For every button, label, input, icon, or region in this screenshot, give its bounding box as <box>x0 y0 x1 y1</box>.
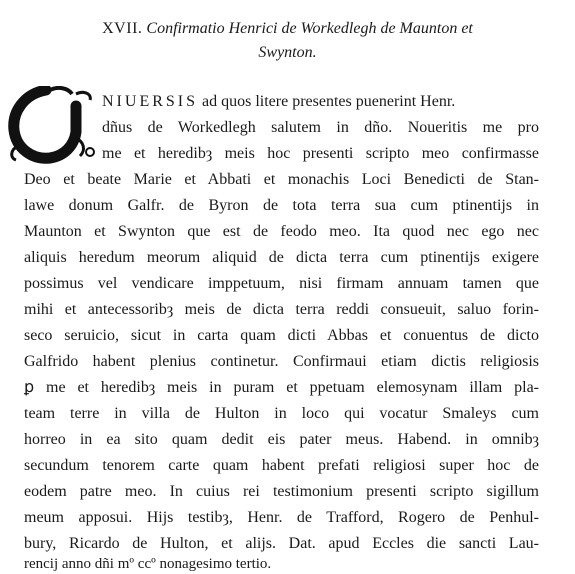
body-line-5: lawe donum Galfr. de Byron de tota terra sua cum ptinentijs in <box>24 197 539 214</box>
body-line-9: mihi et antecessoribȝ meis de dicta terra reddi consueuit, saluo forin- <box>24 301 539 318</box>
decorated-initial <box>6 86 96 166</box>
body-line-19: rencij anno dñi mº ccº nonagesimo tertio. <box>24 556 272 572</box>
body-line-1-text: ad quos litere presentes puenerint Henr. <box>198 93 456 110</box>
body-line-14: horreo in ea sito quam dedit eis pater meus. Habend. in omnibȝ <box>24 431 539 448</box>
body-line-4: Deo et beate Marie et Abbati et monachis Loci Benedicti de Stan- <box>24 171 539 188</box>
charter-number: XVII. <box>102 20 143 37</box>
body-line-10: seco seruicio, sicut in carta quam dicti Abbas et conuentus de dicto <box>24 327 539 344</box>
charter-heading <box>0 18 575 40</box>
body-line-7: aliquis heredum meorum aliquid de dicta terra cum ptinentijs exigere <box>24 249 539 266</box>
body-line-17: meum apposui. Hijs testibȝ, Henr. de Trafford, Rogero de Penhul- <box>24 509 539 526</box>
body-line-8: possimus vel vendicare imppetuum, nisi firmam annuam tamen que <box>24 275 539 292</box>
body-line-3: me et heredibȝ meis hoc presenti scripto meo confirmasse <box>102 145 539 162</box>
charter-title-line2: Swynton. <box>258 44 317 61</box>
body-line-6: Maunton et Swynton que est de feodo meo. Ita quod nec ego nec <box>24 223 539 240</box>
body-line-13: team terre in villa de Hulton in loco qui vocatur Smaleys cum <box>24 405 539 422</box>
charter-title-line1: Confirmatio Henrici de Workedlegh de Maunton et <box>146 20 473 37</box>
body-line-16: eodem patre meo. In cuius rei testimonium presenti scripto sigillum <box>24 483 539 500</box>
body-line-15: secundum tenorem carte quam habent prefati religiosi super hoc de <box>24 457 539 474</box>
body-line-11: Galfrido habent plenius continetur. Confirmaui etiam dictis religiosis <box>24 353 539 370</box>
body-line-1 <box>102 92 539 112</box>
body-line-2: dñus de Workedlegh salutem in dño. Noueritis me pro <box>102 119 539 136</box>
body-line-12: ꝑ me et heredibȝ meis in puram et ppetuam elemosynam illam pla- <box>24 379 539 396</box>
opening-word: NIUERSIS <box>102 93 199 110</box>
body-line-18: bury, Ricardo de Hulton, et alijs. Dat. apud Eccles die sancti Lau- <box>24 535 539 552</box>
